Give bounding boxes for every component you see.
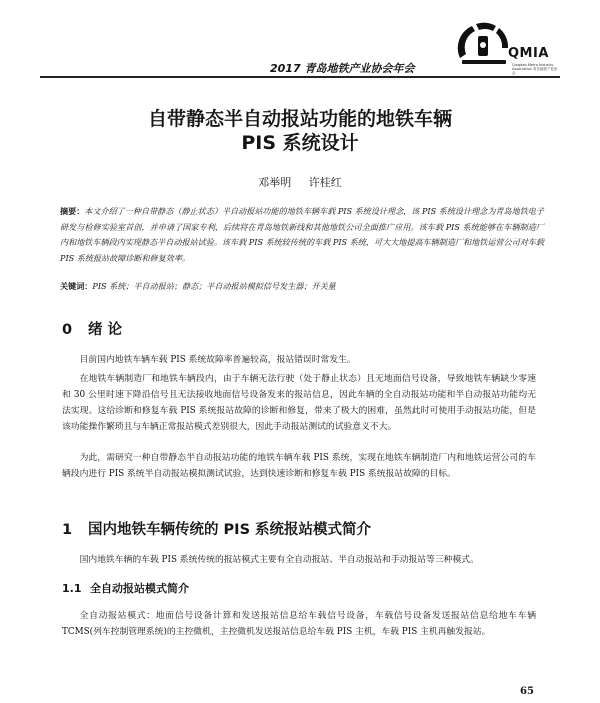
- abstract-label: 摘要：: [60, 206, 85, 216]
- section-heading-intro: [62, 318, 122, 339]
- paper-title-line1: 自带静态半自动报站功能的地铁车辆: [147, 108, 452, 130]
- keywords-label: 关键词：: [60, 281, 93, 291]
- author-name: 许桂红: [308, 176, 342, 189]
- section-heading-1: [62, 518, 371, 539]
- section-title: 国内地铁车辆传统的 PIS 系统报站模式简介: [88, 522, 372, 538]
- page-header: [0, 0, 600, 80]
- logo-name: QMIA: [508, 46, 549, 61]
- paper-title-line2: PIS 系统设计: [241, 132, 359, 154]
- section-number: 1: [62, 522, 73, 538]
- logo-emblem-icon: [452, 14, 514, 76]
- abstract: [60, 204, 544, 266]
- keywords-text: PIS 系统；半自动报站；静态；半自动报站模拟信号发生器；开关量: [92, 281, 336, 291]
- section-title: 绪 论: [88, 322, 123, 338]
- logo-subtitle: Qingdao Metro Industry Association 青岛地铁产业协会: [512, 63, 558, 75]
- abstract-text: 本文介绍了一种自带静态（静止状态）半自动报站功能的地铁车辆车载 PIS 系统设计理念，该 PIS 系统设计理念为青岛地铁电子研发与检修实验室首创，并申请了国家专利，后续将在青岛地铁新线和其他地铁公司全面推广应用。该车载 PIS 系统能够在车辆制造厂内和地铁车辆段内实现静态半自动报站试验。该车载 PIS 系统较传统的车载 PIS 系统，可大大地提高车辆制造厂和地铁运营公司对车载 PIS 系统报站故障诊断和修复效率。: [60, 206, 544, 263]
- author-name: 邓举明: [258, 176, 292, 189]
- conference-name: 2017 青岛地铁产业协会年会: [270, 62, 415, 75]
- paragraph: 为此，需研究一种自带静态半自动报站功能的地铁车辆车载 PIS 系统，实现在地铁车辆制造厂内和地铁运营公司的车辆段内进行 PIS 系统半自动报站模拟测试试验，达到快速诊断和修复车载 PIS 系统报站故障的目标。: [62, 453, 536, 479]
- paragraph: 全自动报站模式：地面信号设备计算和发送报站信息给车载信号设备，车载信号设备发送报站信息给地车车辆 TCMS(列车控制管理系统)的主控微机，主控微机发送报站信息给车载 PIS 主机，车载 PIS 主机再触发报站。: [62, 611, 536, 637]
- subsection-number: 1.1: [62, 582, 82, 595]
- paragraph: 目前国内地铁车辆车载 PIS 系统故障率普遍较高，报站错误时常发生。: [79, 355, 356, 365]
- header-divider: [40, 76, 560, 78]
- subsection-title: 全自动报站模式简介: [90, 582, 189, 595]
- section-number: 0: [62, 322, 73, 338]
- keywords: [60, 281, 544, 292]
- paragraph: 在地铁车辆制造厂和地铁车辆段内，由于车辆无法行驶（处于静止状态）且无地面信号设备，导致地铁车辆缺少零速和 30 公里时速下降沿信号且无法接收地面信号设备发来的报站信息，因此车辆的全自动报站功能和半自动报站功能均无法实现。这给诊断和修复车载 PIS 系统报站故障的诊断和修复，带来了极大的困难，虽然此时可使用手动报站功能，但是该功能操作繁琐且与车辆正常报站模式差别很大，因此手动报站测试的试验意义不大。: [62, 374, 536, 432]
- subsection-heading-1-1: [62, 580, 189, 596]
- paragraph: 国内地铁车辆的车载 PIS 系统传统的报站模式主要有全自动报站、半自动报站和手动报站等三种模式。: [79, 555, 479, 565]
- page-number: 65: [520, 686, 534, 697]
- qmia-logo: [452, 14, 560, 76]
- author-list: [0, 174, 600, 190]
